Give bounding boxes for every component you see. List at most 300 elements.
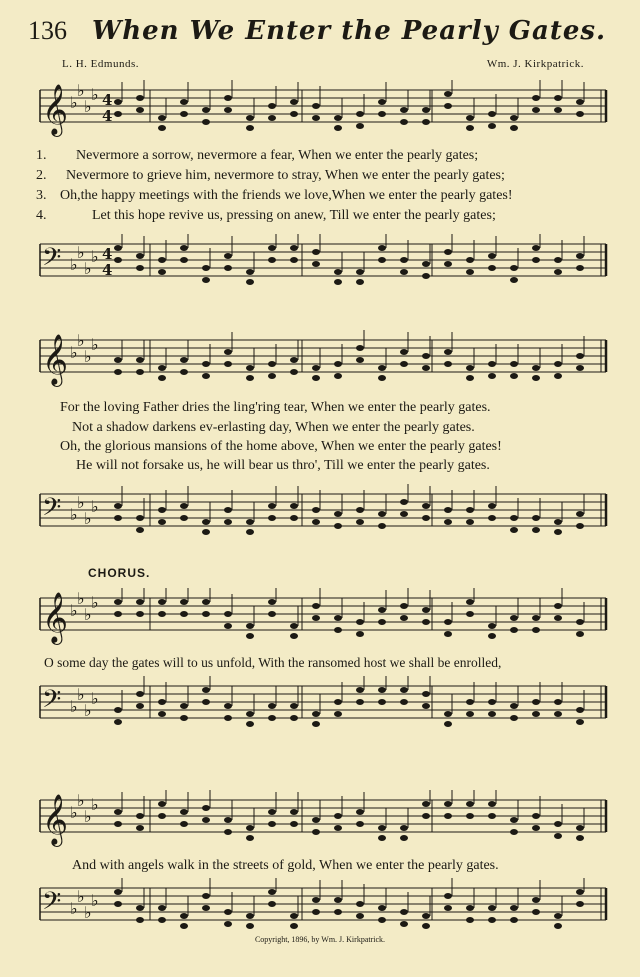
notehead	[356, 699, 364, 705]
notehead	[466, 599, 474, 605]
notehead	[202, 893, 210, 899]
notehead	[312, 261, 320, 267]
notehead	[444, 261, 452, 267]
notehead	[114, 369, 122, 375]
notehead	[576, 719, 584, 725]
treble-staff-1	[0, 80, 640, 142]
notehead	[136, 253, 144, 259]
notehead	[246, 375, 254, 381]
notehead	[334, 711, 342, 717]
notehead	[554, 95, 562, 101]
notehead	[400, 257, 408, 263]
notehead	[268, 715, 276, 721]
notehead	[202, 277, 210, 283]
notehead	[488, 111, 496, 117]
notehead	[488, 801, 496, 807]
notehead	[466, 711, 474, 717]
notehead	[400, 615, 408, 621]
notehead	[488, 633, 496, 639]
notehead	[510, 627, 518, 633]
notehead	[576, 631, 584, 637]
flat-icon: ♭	[77, 685, 85, 704]
notehead	[532, 95, 540, 101]
notehead	[532, 375, 540, 381]
notehead	[312, 519, 320, 525]
notehead	[554, 361, 562, 367]
notehead	[268, 257, 276, 263]
flat-icon: ♭	[70, 601, 78, 620]
stanza-number: 2.	[36, 168, 47, 183]
notehead	[114, 889, 122, 895]
notehead	[268, 503, 276, 509]
notehead	[554, 699, 562, 705]
notehead	[246, 529, 254, 535]
notehead	[312, 897, 320, 903]
notehead	[158, 519, 166, 525]
notehead	[246, 913, 254, 919]
notehead	[488, 515, 496, 521]
notehead	[400, 699, 408, 705]
notehead	[466, 507, 474, 513]
notehead	[268, 115, 276, 121]
notehead	[224, 349, 232, 355]
notehead	[400, 687, 408, 693]
notehead	[554, 615, 562, 621]
notehead	[246, 721, 254, 727]
notehead	[488, 123, 496, 129]
notehead	[268, 245, 276, 251]
flat-icon: ♭	[84, 259, 92, 278]
bass-clef-icon: 𝄢	[42, 685, 62, 720]
notehead	[356, 269, 364, 275]
notehead	[532, 909, 540, 915]
notehead	[180, 821, 188, 827]
notehead	[290, 923, 298, 929]
notehead	[466, 125, 474, 131]
stanza-number: 3.	[36, 188, 47, 203]
notehead	[510, 615, 518, 621]
notehead	[444, 801, 452, 807]
notehead	[422, 801, 430, 807]
treble-staff-3	[0, 588, 640, 650]
notehead	[136, 691, 144, 697]
notehead	[180, 357, 188, 363]
notehead	[114, 503, 122, 509]
notehead	[246, 633, 254, 639]
notehead	[444, 893, 452, 899]
notehead	[180, 809, 188, 815]
notehead	[334, 269, 342, 275]
notehead	[268, 361, 276, 367]
notehead	[334, 615, 342, 621]
verse-line: He will not forsake us, he will bear us thro', Till we enter the pearly gates.	[76, 458, 490, 473]
notehead	[378, 607, 386, 613]
notehead	[224, 361, 232, 367]
flat-icon: ♭	[91, 497, 99, 516]
notehead	[180, 99, 188, 105]
notehead	[158, 365, 166, 371]
notehead	[202, 519, 210, 525]
notehead	[510, 125, 518, 131]
notehead	[532, 515, 540, 521]
notehead	[576, 253, 584, 259]
notehead	[312, 829, 320, 835]
notehead	[510, 905, 518, 911]
notehead	[356, 809, 364, 815]
bass-staff-2	[0, 484, 640, 546]
notehead	[158, 917, 166, 923]
notehead	[378, 511, 386, 517]
notehead	[114, 245, 122, 251]
notehead	[510, 515, 518, 521]
notehead	[180, 515, 188, 521]
notehead	[158, 115, 166, 121]
flat-icon: ♭	[84, 97, 92, 116]
notehead	[532, 897, 540, 903]
notehead	[400, 269, 408, 275]
notehead	[378, 917, 386, 923]
notehead	[136, 527, 144, 533]
flat-icon: ♭	[77, 887, 85, 906]
notehead	[466, 365, 474, 371]
chorus-label: CHORUS.	[88, 566, 151, 580]
author-credit: L. H. Edmunds.	[62, 58, 139, 70]
notehead	[136, 905, 144, 911]
notehead	[312, 817, 320, 823]
notehead	[510, 829, 518, 835]
notehead	[136, 265, 144, 271]
notehead	[400, 909, 408, 915]
flat-icon: ♭	[70, 697, 78, 716]
notehead	[158, 813, 166, 819]
notehead	[312, 115, 320, 121]
notehead	[554, 107, 562, 113]
notehead	[488, 361, 496, 367]
notehead	[532, 711, 540, 717]
notehead	[466, 375, 474, 381]
composer-credit: Wm. J. Kirkpatrick.	[486, 58, 584, 70]
notehead	[532, 813, 540, 819]
notehead	[290, 715, 298, 721]
notehead	[356, 345, 364, 351]
notehead	[114, 707, 122, 713]
notehead	[202, 817, 210, 823]
notehead	[114, 599, 122, 605]
notehead	[180, 599, 188, 605]
notehead	[114, 111, 122, 117]
notehead	[422, 691, 430, 697]
notehead	[114, 901, 122, 907]
notehead	[268, 515, 276, 521]
notehead	[312, 721, 320, 727]
notehead	[202, 905, 210, 911]
notehead	[246, 711, 254, 717]
notehead	[554, 711, 562, 717]
notehead	[400, 835, 408, 841]
notehead	[268, 103, 276, 109]
bass-clef-icon: 𝄢	[42, 887, 62, 922]
notehead	[180, 913, 188, 919]
notehead	[290, 821, 298, 827]
notehead	[180, 111, 188, 117]
notehead	[334, 909, 342, 915]
flat-icon: ♭	[84, 701, 92, 720]
notehead	[202, 529, 210, 535]
notehead	[114, 719, 122, 725]
notehead	[158, 711, 166, 717]
notehead	[312, 603, 320, 609]
notehead	[444, 103, 452, 109]
notehead	[378, 699, 386, 705]
notehead	[444, 519, 452, 525]
notehead	[246, 519, 254, 525]
notehead	[554, 833, 562, 839]
verse-line: Nevermore a sorrow, nevermore a fear, When we enter the pearly gates;	[76, 148, 479, 163]
notehead	[422, 923, 430, 929]
notehead	[246, 365, 254, 371]
notehead	[576, 825, 584, 831]
chorus-lyric-line: O some day the gates will to us unfold, With the ransomed host we shall be enrolled,	[44, 655, 502, 670]
notehead	[400, 511, 408, 517]
notehead	[532, 527, 540, 533]
notehead	[554, 821, 562, 827]
notehead	[356, 631, 364, 637]
notehead	[444, 249, 452, 255]
flat-icon: ♭	[84, 903, 92, 922]
bass-clef-icon: 𝄢	[42, 243, 62, 278]
notehead	[400, 107, 408, 113]
flat-icon: ♭	[84, 347, 92, 366]
notehead	[576, 901, 584, 907]
notehead	[532, 245, 540, 251]
notehead	[290, 257, 298, 263]
notehead	[488, 813, 496, 819]
notehead	[180, 923, 188, 929]
notehead	[356, 821, 364, 827]
notehead	[202, 373, 210, 379]
notehead	[378, 257, 386, 263]
notehead	[158, 257, 166, 263]
notehead	[224, 611, 232, 617]
notehead	[312, 375, 320, 381]
notehead	[136, 95, 144, 101]
treble-staff-4	[0, 790, 640, 852]
notehead	[532, 699, 540, 705]
notehead	[378, 835, 386, 841]
notehead	[378, 687, 386, 693]
verse-line: Oh, the glorious mansions of the home above, When we enter the pearly gates!	[60, 439, 502, 454]
notehead	[334, 279, 342, 285]
notehead	[312, 365, 320, 371]
notehead	[136, 703, 144, 709]
notehead	[136, 107, 144, 113]
notehead	[202, 699, 210, 705]
notehead	[290, 809, 298, 815]
notehead	[202, 687, 210, 693]
notehead	[136, 611, 144, 617]
notehead	[400, 349, 408, 355]
notehead	[312, 507, 320, 513]
flat-icon: ♭	[84, 605, 92, 624]
notehead	[488, 623, 496, 629]
bass-staff-4	[0, 878, 640, 940]
notehead	[158, 125, 166, 131]
notehead	[444, 711, 452, 717]
notehead	[576, 707, 584, 713]
notehead	[268, 611, 276, 617]
notehead	[488, 503, 496, 509]
stanza-number: 4.	[36, 208, 47, 223]
notehead	[576, 511, 584, 517]
notehead	[334, 825, 342, 831]
notehead	[554, 603, 562, 609]
notehead	[290, 369, 298, 375]
notehead	[576, 835, 584, 841]
chorus-lyric-line: And with angels walk in the streets of gold, When we enter the pearly gates.	[72, 858, 499, 873]
notehead	[444, 361, 452, 367]
notehead	[510, 115, 518, 121]
notehead	[378, 619, 386, 625]
notehead	[268, 373, 276, 379]
notehead	[114, 809, 122, 815]
notehead	[180, 715, 188, 721]
notehead	[554, 519, 562, 525]
notehead	[422, 503, 430, 509]
notehead	[312, 711, 320, 717]
notehead	[136, 917, 144, 923]
notehead	[334, 125, 342, 131]
notehead	[290, 623, 298, 629]
notehead	[488, 711, 496, 717]
notehead	[488, 253, 496, 259]
notehead	[246, 623, 254, 629]
notehead	[246, 125, 254, 131]
notehead	[400, 603, 408, 609]
notehead	[444, 721, 452, 727]
notehead	[510, 817, 518, 823]
notehead	[532, 107, 540, 113]
flat-icon: ♭	[77, 791, 85, 810]
time-signature-denominator: 4	[102, 261, 113, 279]
notehead	[202, 599, 210, 605]
stanza-number: 1.	[36, 148, 47, 163]
notehead	[444, 91, 452, 97]
notehead	[554, 913, 562, 919]
notehead	[290, 357, 298, 363]
notehead	[400, 825, 408, 831]
notehead	[444, 631, 452, 637]
flat-icon: ♭	[77, 331, 85, 350]
notehead	[510, 361, 518, 367]
treble-clef-icon: 𝄞	[42, 84, 69, 135]
notehead	[510, 527, 518, 533]
notehead	[202, 265, 210, 271]
bass-staff-3	[0, 676, 640, 738]
notehead	[334, 627, 342, 633]
notehead	[180, 503, 188, 509]
notehead	[444, 619, 452, 625]
notehead	[356, 913, 364, 919]
notehead	[202, 107, 210, 113]
notehead	[444, 905, 452, 911]
notehead	[444, 813, 452, 819]
notehead	[378, 365, 386, 371]
flat-icon: ♭	[77, 493, 85, 512]
notehead	[268, 599, 276, 605]
notehead	[422, 515, 430, 521]
notehead	[224, 107, 232, 113]
notehead	[466, 699, 474, 705]
notehead	[488, 905, 496, 911]
notehead	[290, 503, 298, 509]
notehead	[356, 507, 364, 513]
flat-icon: ♭	[77, 589, 85, 608]
notehead	[400, 499, 408, 505]
notehead	[290, 111, 298, 117]
flat-icon: ♭	[70, 899, 78, 918]
notehead	[532, 257, 540, 263]
notehead	[268, 821, 276, 827]
verse-line: Nevermore to grieve him, nevermore to stray, When we enter the pearly gates;	[66, 168, 505, 183]
notehead	[180, 611, 188, 617]
notehead	[488, 917, 496, 923]
notehead	[224, 507, 232, 513]
notehead	[356, 619, 364, 625]
notehead	[246, 279, 254, 285]
notehead	[224, 909, 232, 915]
copyright-notice: Copyright, 1896, by Wm. J. Kirkpatrick.	[254, 935, 386, 944]
notehead	[224, 623, 232, 629]
notehead	[136, 357, 144, 363]
notehead	[158, 699, 166, 705]
notehead	[466, 519, 474, 525]
notehead	[422, 261, 430, 267]
notehead	[246, 825, 254, 831]
notehead	[356, 123, 364, 129]
flat-icon: ♭	[91, 795, 99, 814]
notehead	[114, 515, 122, 521]
notehead	[422, 119, 430, 125]
notehead	[290, 703, 298, 709]
flat-icon: ♭	[91, 593, 99, 612]
treble-staff-2	[0, 330, 640, 392]
notehead	[466, 801, 474, 807]
notehead	[422, 353, 430, 359]
notehead	[422, 365, 430, 371]
notehead	[510, 715, 518, 721]
flat-icon: ♭	[91, 85, 99, 104]
notehead	[466, 611, 474, 617]
notehead	[136, 369, 144, 375]
notehead	[554, 269, 562, 275]
notehead	[334, 361, 342, 367]
notehead	[378, 905, 386, 911]
notehead	[378, 245, 386, 251]
notehead	[180, 257, 188, 263]
notehead	[312, 103, 320, 109]
flat-icon: ♭	[70, 343, 78, 362]
treble-clef-icon: 𝄞	[42, 592, 69, 643]
notehead	[466, 115, 474, 121]
flat-icon: ♭	[84, 807, 92, 826]
notehead	[268, 901, 276, 907]
notehead	[246, 269, 254, 275]
flat-icon: ♭	[77, 243, 85, 262]
notehead	[400, 921, 408, 927]
notehead	[510, 703, 518, 709]
flat-icon: ♭	[84, 509, 92, 528]
notehead	[576, 619, 584, 625]
